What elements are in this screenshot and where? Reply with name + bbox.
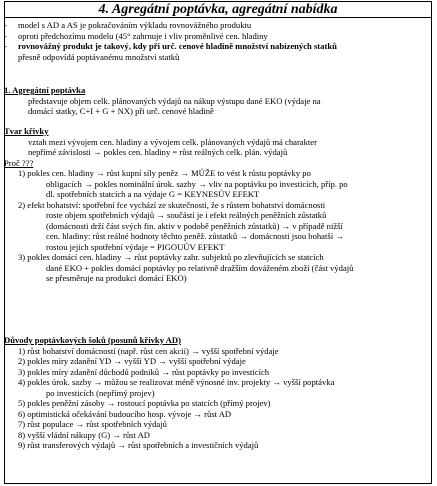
effect-item-3-line-2: dané EKO + pokles domácí poptávky po relativně dražším dováženém zboží (část výdajů xyxy=(46,262,354,273)
effect-item-2-line-4: cen. hladiny: růst reálné hodnoty těchto peněž. zůstatků → domácnosti jsou bohatší → xyxy=(46,231,344,241)
intro-bullet-3: - rovnovážný produkt je takový, kdy při urč. cenové hladině množství nabízených statků xyxy=(4,41,337,51)
shock-item-9: 9) růst transferových výdajů → růst spotřebních a investičních výdajů xyxy=(18,440,259,450)
shock-item-7: 7) růst populace → růst spotřebních výdajů xyxy=(18,419,167,429)
section1-line-1: představuje objem celk. plánovaných výdajů na nákup výstupu dané EKO (výdaje na xyxy=(28,95,321,106)
page-title: 4. Agregátní poptávka, agregátní nabídka xyxy=(4,1,432,18)
intro-bullet-3-cont: přesně odpovídá poptávanému množství statků xyxy=(18,51,180,62)
effect-item-1-line-3: dl. spotřebních statcích a na výdaje G = KEYNESŮV EFEKT xyxy=(46,189,260,199)
effect-item-1-line-2: obligacích → pokles nominální úrok. sazby → vliv na poptávku po investicích, příp. po xyxy=(46,178,348,189)
shock-item-4: 4) pokles úrok. sazby → můžou se realizovat méně výnosné inv. projekty → vyšší poptávka xyxy=(18,377,335,387)
section-demand-shocks xyxy=(4,336,430,452)
shock-item-3: 3) pokles míry zdanění důchodů podniků → růst poptávky po investicích xyxy=(18,366,270,377)
effect-item-2-line-3: (domácnosti drží část svých fin. aktiv v podobě peněžních zůstatků) → v případě nižší xyxy=(46,220,343,231)
section2-line-2: nepřímé závislosti → pokles cen. hladiny = růst reálných celk. plán. výdajů xyxy=(28,147,288,157)
effect-item-1-line-1: 1) pokles cen. hladiny → růst kupní síly peněz → MŮŽE to vést k růstu poptávky po xyxy=(18,168,311,178)
effect-item-3-line-1: 3) pokles domácí cen. hladiny → růst poptávky zahr. subjektů po zlevňujících se statcích xyxy=(18,252,324,262)
section-curve-shape xyxy=(4,127,430,285)
effect-item-3-line-3: se přesměruje na produkci domácí EKO) xyxy=(46,273,187,283)
shock-item-8: 8) vyšší vládní nákupy (G) → růst AD xyxy=(18,429,150,440)
why-label: Proč ??? xyxy=(4,157,34,168)
section-heading-2: Tvar křivky xyxy=(4,126,49,136)
intro-bullet-1: - model s AD a AS je pokračováním výkladu rovnovážného produktu xyxy=(4,20,252,30)
section-heading-3: Důvody poptávkových šoků (posunů křivky AD) xyxy=(4,335,181,345)
intro-bullet-2: - oproti předchozímu modelu (45° zahrnuje i vliv proměnlivé cen. hladiny xyxy=(4,30,268,41)
section2-line-1: vztah mezi vývojem cen. hladiny a vývojem celk. plánovaných výdajů má charakter xyxy=(28,136,317,147)
section-heading-1: 1. Agregátní poptávka xyxy=(4,85,86,95)
shock-item-4-cont: po investicích (nepřímý projev) xyxy=(46,387,155,398)
effect-item-2-line-1: 2) efekt bohatství: spotřební fce vychází ze skutečnosti, že s růstem bohatství domácnosti xyxy=(18,199,326,210)
shock-item-6: 6) optimistická očekávání budoucího hosp. vývoje → růst AD xyxy=(18,408,232,419)
intro-block xyxy=(4,21,430,63)
section1-line-2: domácí statky, C+I + G + NX) při urč. cenové hladině xyxy=(28,106,214,116)
effect-item-2-line-2: roste objem spotřebních výdajů → součástí je i efekt reálných peněžních zůstatků xyxy=(46,210,327,220)
effect-item-2-line-5: rostou jejich spotřební výdaje = PIGOUŮV EFEKT xyxy=(46,241,225,252)
shock-item-2: 2) pokles míry zdanění YD → vyšší YD → vyšší spotřební výdaje xyxy=(18,356,246,366)
effect-item-1 xyxy=(4,169,430,201)
effect-item-3 xyxy=(4,253,430,285)
shock-item-1: 1) růst bohatství domácností (např. růst cen akcií) → vyšší spotřební výdaje xyxy=(18,345,279,356)
section-aggregate-demand xyxy=(4,86,430,118)
shock-item-5: 5) pokles peněžní zásoby → rostoucí poptávka po statcích (přímý projev) xyxy=(18,398,271,408)
effect-item-2 xyxy=(4,201,430,254)
